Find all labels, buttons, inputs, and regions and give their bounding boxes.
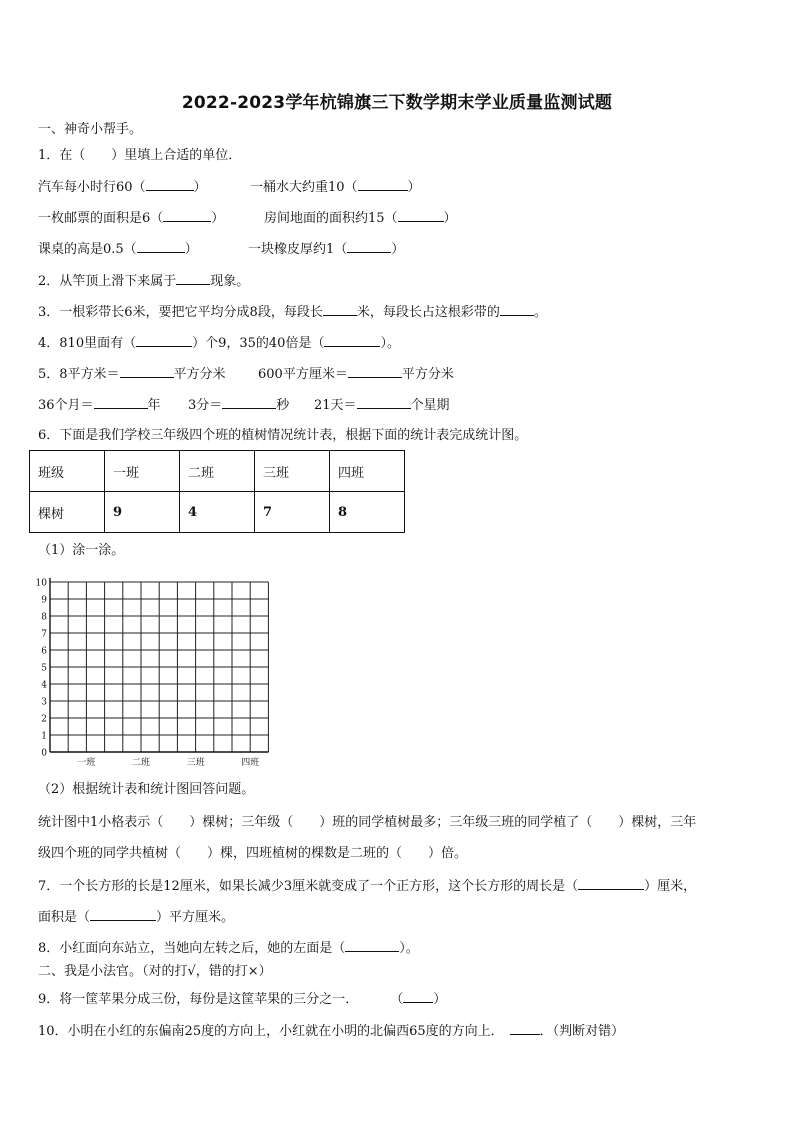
q8-text-end: ）。: [399, 941, 419, 956]
q1-blank-6[interactable]: [347, 240, 391, 253]
q1-blank-1[interactable]: [146, 178, 194, 191]
question-6-ask-1: 统计图中1小格表示（ ）棵树；三年级（ ）班的同学植树最多；三年级三班的同学植了（ ）棵树，三年: [38, 815, 697, 830]
q1-blank-2[interactable]: [358, 178, 408, 191]
q9-open: （: [390, 992, 404, 1007]
table-row: [30, 492, 405, 533]
q1-stamp-area-text: 一枚邮票的面积是6（: [38, 211, 164, 226]
y-tick-label: 4: [41, 680, 47, 691]
q1-close-2: ）: [407, 180, 421, 195]
q3-blank-1[interactable]: [323, 303, 357, 316]
page-title: 2022-2023学年杭锦旗三下数学期末学业质量监测试题: [181, 93, 613, 113]
q1-desk-height-text: 课桌的高是0.5（: [38, 242, 137, 257]
q4-text-mid: ）个9，35的40倍是（: [192, 336, 325, 351]
y-tick-label: 1: [41, 731, 47, 742]
q5-text-i: 21天＝: [314, 398, 357, 413]
q7-text: 7．一个长方形的长是12厘米，如果长减少3厘米就变成了一个正方形，这个长方形的周长是（: [38, 879, 579, 894]
q4-text: 4．810里面有（: [38, 336, 137, 351]
q1-car-speed-text: 汽车每小时行60（: [38, 180, 146, 195]
x-tick-label: 一班: [77, 758, 96, 768]
q10-blank[interactable]: [510, 1022, 540, 1035]
question-1-row-1b: [250, 178, 421, 196]
q5-text-d: 平方分米: [401, 367, 454, 382]
section-heading-2: 二、我是小法官。（对的打√，错的打×）: [38, 964, 272, 979]
q2-text-end: 现象。: [210, 274, 250, 289]
question-6-sub-2: （2）根据统计表和统计图回答问题。: [38, 782, 255, 797]
q5-blank-2[interactable]: [348, 365, 402, 378]
question-7-row-2: [38, 908, 234, 926]
q4-text-end: ）。: [380, 336, 400, 351]
q1-blank-4[interactable]: [398, 209, 444, 222]
y-tick-label: 8: [41, 612, 47, 623]
question-1-row-2b: [264, 209, 457, 227]
q5-text-b: 平方分米: [173, 367, 226, 382]
table-cell: 8: [330, 492, 405, 533]
q2-blank[interactable]: [176, 272, 210, 285]
table-cell: 4: [180, 492, 255, 533]
q5-blank-4[interactable]: [222, 396, 276, 409]
question-8: [38, 939, 419, 957]
question-1-heading: 1．在（ ）里填上合适的单位．: [38, 148, 242, 163]
y-tick-label: 0: [41, 748, 47, 759]
q3-text-mid: 米，每段长占这根彩带的: [356, 305, 500, 320]
q7-blank-1[interactable]: [578, 877, 644, 890]
q7-text-mid: ）厘米，: [644, 879, 697, 894]
q7-blank-2[interactable]: [90, 908, 156, 921]
question-6-heading: 6．下面是我们学校三年级四个班的植树情况统计表，根据下面的统计表完成统计图。: [38, 428, 528, 443]
q4-blank-2[interactable]: [324, 334, 380, 347]
q1-close-5: ）: [184, 242, 198, 257]
q1-close-6: ）: [391, 242, 405, 257]
question-6-ask-2: 级四个班的同学共植树（ ）棵，四班植树的棵数是二班的（ ）倍。: [38, 846, 468, 861]
q1-blank-5[interactable]: [137, 240, 185, 253]
question-7-row-1: [38, 877, 696, 895]
x-tick-label: 二班: [131, 758, 151, 768]
q10-text-end: ．（判断对错）: [539, 1024, 625, 1039]
question-1-row-3b: [248, 240, 404, 258]
q1-eraser-text: 一块橡皮厚约1（: [248, 242, 348, 257]
q1-close-4: ）: [443, 211, 457, 226]
question-4: [38, 334, 400, 352]
q5-text-f: 年: [147, 398, 161, 413]
q1-water-weight-text: 一桶水大约重10（: [250, 180, 358, 195]
x-tick-label: 四班: [241, 758, 260, 768]
y-tick-label: 6: [41, 646, 47, 657]
q1-close-1: ）: [193, 180, 207, 195]
bar-chart-grid[interactable]: [28, 572, 278, 772]
q5-text-c: 600平方厘米＝: [258, 367, 348, 382]
q2-text: 2．从竿顶上滑下来属于: [38, 274, 177, 289]
q5-text-a: 5．8平方米＝: [38, 367, 120, 382]
y-tick-label: 7: [41, 629, 47, 640]
q3-text-end: 。: [533, 305, 547, 320]
table-cell: 7: [255, 492, 330, 533]
q5-text-j: 个星期: [410, 398, 450, 413]
q5-text-h: 秒: [276, 398, 290, 413]
question-3: [38, 303, 547, 321]
q4-blank-1[interactable]: [136, 334, 192, 347]
table-row-label: 棵树: [30, 492, 105, 533]
q1-room-area-text: 房间地面的面积约15（: [264, 211, 398, 226]
y-tick-label: 5: [41, 663, 47, 674]
q5-blank-5[interactable]: [357, 396, 411, 409]
table-row: [30, 451, 405, 492]
question-2: [38, 272, 249, 290]
q5-text-e: 36个月＝: [38, 398, 94, 413]
question-10: [38, 1022, 624, 1040]
x-tick-label: 三班: [186, 758, 205, 768]
y-tick-label: 9: [41, 595, 47, 606]
q7-text-c: 面积是（: [38, 910, 91, 925]
question-5-row-2b: [188, 396, 289, 414]
table-header-cell: 班级: [30, 451, 105, 492]
q8-text: 8．小红面向东站立，当她向左转之后，她的左面是（: [38, 941, 346, 956]
q1-close-3: ）: [211, 211, 225, 226]
table-cell: 9: [105, 492, 180, 533]
q9-blank[interactable]: [403, 990, 433, 1003]
question-5-row-2c: [314, 396, 450, 414]
q8-blank[interactable]: [345, 939, 399, 952]
question-6-sub-1: （1）涂一涂。: [38, 543, 125, 558]
question-5-row-1: [38, 365, 226, 383]
y-tick-label: 3: [41, 697, 47, 708]
section-heading-1: 一、神奇小帮手。: [38, 122, 143, 137]
table-header-cell: 四班: [330, 451, 405, 492]
q3-text: 3．一根彩带长6米，要把它平均分成8段，每段长: [38, 305, 323, 320]
q3-blank-2[interactable]: [500, 303, 534, 316]
table-header-cell: 二班: [180, 451, 255, 492]
question-1-row-2: [38, 209, 224, 227]
q5-blank-1[interactable]: [120, 365, 174, 378]
question-1-row-3: [38, 240, 198, 258]
q1-blank-3[interactable]: [163, 209, 211, 222]
y-tick-label: 2: [41, 714, 47, 725]
question-9: [38, 990, 446, 1008]
q10-text: 10．小明在小红的东偏南25度的方向上，小红就在小明的北偏西65度的方向上．: [38, 1024, 504, 1039]
q9-text: 9．将一筐苹果分成三份，每份是这筐苹果的三分之一．: [38, 992, 359, 1007]
question-5-row-2: [38, 396, 161, 414]
table-header-cell: 三班: [255, 451, 330, 492]
q5-blank-3[interactable]: [94, 396, 148, 409]
question-1-row-1: [38, 178, 207, 196]
table-header-cell: 一班: [105, 451, 180, 492]
q7-text-end: ）平方厘米。: [156, 910, 235, 925]
question-5-row-1b: [258, 365, 454, 383]
y-tick-label: 10: [35, 578, 47, 589]
tree-planting-table: [29, 450, 405, 533]
q9-close: ）: [433, 992, 447, 1007]
q5-text-g: 3分＝: [188, 398, 223, 413]
